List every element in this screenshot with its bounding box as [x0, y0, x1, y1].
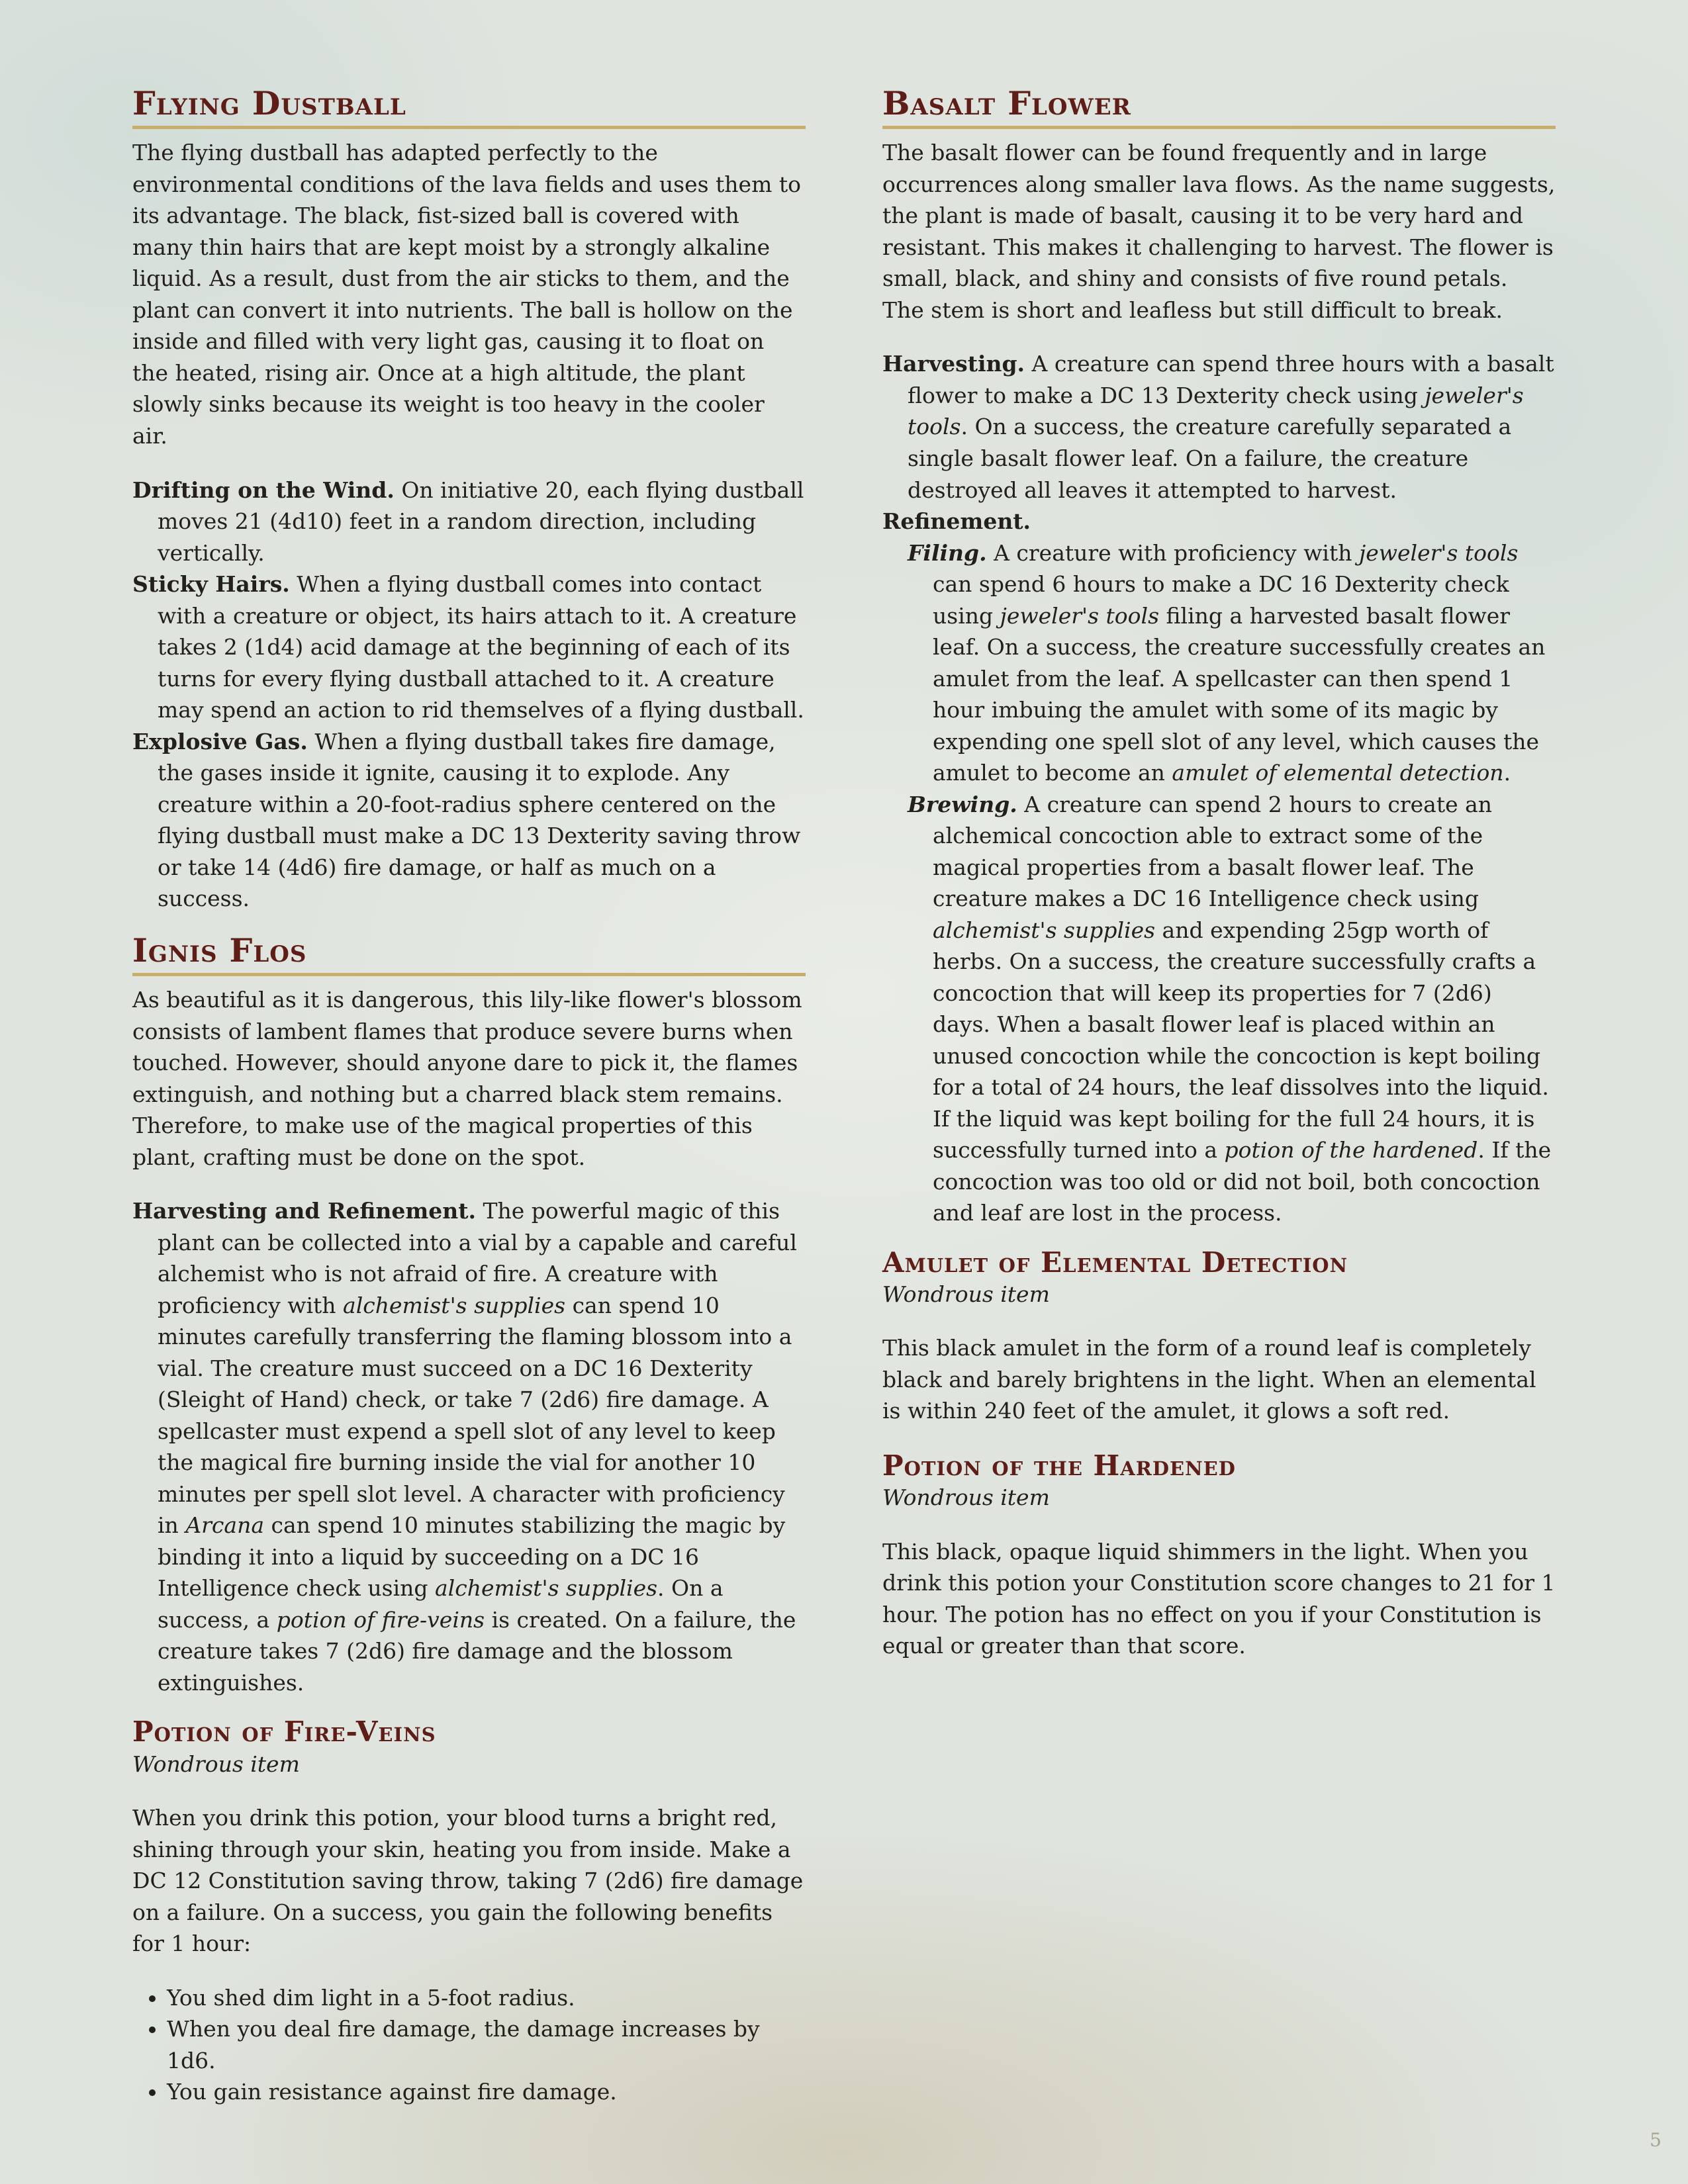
- text-run: . On a success, the creature carefully separated a single basalt flower leaf. On a failure, the creature destroyed all leaves it attempted to harvest.: [908, 414, 1512, 503]
- italic-run: alchemist's supplies: [343, 1292, 566, 1318]
- ignis-harvesting: [132, 1195, 806, 1698]
- text-run: is created. On a failure, the creature takes 7 (2d6) fire damage and the blossom extinguishes.: [158, 1606, 796, 1696]
- section-ignis-flos: [132, 932, 806, 1699]
- basalt-flower-intro: The basalt flower can be found frequently and in large occurrences along smaller lava flows. As the name suggests, the plant is made of basalt, causing it to be very hard and resistant. This makes it challenging to harvest. The flower is small, black, and shiny and consists of five round petals. The stem is short and leafless but still difficult to break.: [882, 140, 1556, 323]
- list-item: • You gain resistance against fire damage.: [167, 2076, 806, 2108]
- potion-fire-veins-text: When you drink this potion, your blood turns a bright red, shining through your skin, heating you from inside. Make a DC 12 Constitution saving throw, taking 7 (2d6) fire damage on a failure. On a success, you gain the following benefits for 1 hour:: [132, 1804, 804, 1957]
- benefit-list: [132, 1982, 806, 2108]
- trait-sticky-hairs: [132, 569, 806, 726]
- italic-run: amulet of elemental detection: [1172, 760, 1504, 786]
- heading-ignis-flos: Ignis Flos: [132, 932, 806, 976]
- heading-basalt-flower: Basalt Flower: [882, 85, 1556, 129]
- potion-hardened-text: This black, opaque liquid shimmers in the light. When you drink this potion your Constitution score changes to 21 for 1 hour. The potion has no effect on you if your Constitution is equal or greater than that score.: [882, 1538, 1556, 1659]
- basalt-brewing: [882, 789, 1556, 1229]
- trait-drifting: [132, 475, 806, 569]
- text-run: . If the concoction was too old or did not boil, both concoction and leaf are lost in the process.: [933, 1137, 1552, 1226]
- text-run: A creature can spend three hours with a basalt flower to make a DC 13 Dexterity check using: [908, 351, 1554, 408]
- heading-flying-dustball: Flying Dustball: [132, 85, 806, 129]
- brewing-label: Brewing.: [908, 791, 1017, 817]
- heading-amulet: Amulet of Elemental Detection: [882, 1246, 1348, 1279]
- italic-run: alchemist's supplies: [933, 917, 1156, 943]
- section-potion-fire-veins: [132, 1715, 806, 2107]
- italic-run: jeweler's tools: [1000, 602, 1160, 629]
- text-run: can spend 6 hours to make a DC 16 Dexterity check using: [933, 571, 1509, 629]
- list-item: • You shed dim light in a 5-foot radius.: [167, 1982, 806, 2014]
- flying-dustball-intro: The flying dustball has adapted perfectly to the environmental conditions of the lava fields and uses them to its advantage. The black, fist-sized ball is covered with many thin hairs that are kept moist by a strongly alkaline liquid. As a result, dust from the air sticks to them, and the plant can convert it into nutrients. The ball is hollow on the inside and filled with very light gas, causing it to float on the heated, rising air. Once at a high altitude, the plant slowly sinks because its weight is too heavy in the cooler air.: [132, 140, 801, 449]
- italic-run: potion of the hardened: [1224, 1137, 1478, 1163]
- italic-run: potion of fire-veins: [276, 1606, 485, 1633]
- trait-explosive-gas: [132, 726, 806, 915]
- page-number: 5: [1650, 2129, 1662, 2151]
- trait-label: Explosive Gas.: [132, 728, 308, 754]
- trait-label: Drifting on the Wind.: [132, 477, 395, 503]
- trait-text: On initiative 20, each flying dustball moves 21 (4d10) feet in a random direction, including vertically.: [158, 477, 804, 566]
- italic-run: alchemist's supplies: [435, 1575, 658, 1602]
- text-run: A creature with proficiency with: [986, 539, 1359, 566]
- amulet-subtitle: Wondrous item: [882, 1281, 1050, 1308]
- text-run: . On a success, a: [158, 1575, 724, 1633]
- left-column: [132, 85, 806, 2125]
- text-run: can spend 10 minutes carefully transferring the flaming blossom into a vial. The creature must succeed on a DC 16 Dexterity (Sleight of Hand) check, or take 7 (2d6) fire damage. A spellcaster must expend a spell slot of any level to keep the magical fire burning inside the vial for another 10 minutes per spell slot level. A character with proficiency in: [158, 1292, 792, 1539]
- section-amulet: [882, 1246, 1556, 1427]
- text-run: and expending 25gp worth of herbs. On a success, the creature successfully crafts a concoction that will keep its properties for 7 (2d6) days. When a basalt flower leaf is placed within an unused concoction while the concoction is kept boiling for a total of 24 hours, the leaf dissolves into the liquid. If the liquid was kept boiling for the full 24 hours, it is successfully turned into a: [933, 917, 1549, 1163]
- basalt-filing: [882, 537, 1556, 789]
- trait-text: When a flying dustball comes into contact with a creature or object, its hairs attach to it. A creature takes 2 (1d4) acid damage at the beginning of each of its turns for every flying dustball attached to it. A creature may spend an action to rid themselves of a flying dustball.: [158, 571, 804, 723]
- harvest-label: Harvesting.: [882, 351, 1025, 377]
- section-flying-dustball: [132, 85, 806, 915]
- amulet-text: This black amulet in the form of a round leaf is completely black and barely brightens in the light. When an elemental is within 240 feet of the amulet, it glows a soft red.: [882, 1335, 1536, 1424]
- ignis-flos-intro: As beautiful as it is dangerous, this lily-like flower's blossom consists of lambent flames that produce severe burns when touched. However, should anyone dare to pick it, the flames extinguish, and nothing but a charred black stem remains. Therefore, to make use of the magical properties of this plant, crafting must be done on the spot.: [132, 987, 802, 1170]
- basalt-harvesting: [882, 348, 1556, 506]
- text-run: The powerful magic of this plant can be collected into a vial by a capable and careful alchemist who is not afraid of fire. A creature with proficiency with: [158, 1198, 797, 1318]
- trait-text: When a flying dustball takes fire damage, the gases inside it ignite, causing it to explode. Any creature within a 20-foot-radius sphere centered on the flying dustball must make a DC 13 Dexterity saving throw or take 14 (4d6) fire damage, or half as much on a success.: [158, 728, 801, 912]
- filing-label: Filing.: [908, 539, 987, 566]
- list-item: • When you deal fire damage, the damage increases by 1d6.: [167, 2013, 806, 2076]
- right-column: [882, 85, 1556, 1684]
- italic-run: jeweler's tools: [908, 382, 1524, 440]
- potion-hardened-subtitle: Wondrous item: [882, 1484, 1050, 1511]
- trait-label: Sticky Hairs.: [132, 571, 290, 598]
- heading-potion-fire-veins: Potion of Fire-Veins: [132, 1715, 436, 1749]
- refinement-label: Refinement.: [882, 508, 1031, 535]
- section-potion-hardened: [882, 1449, 1556, 1662]
- text-run: filing a harvested basalt flower leaf. On a success, the creature successfully creates an amulet from the leaf. A spellcaster can then spend 1 hour imbuing the amulet with some of its magic by expending one spell slot of any level, which causes the amulet to become an: [933, 602, 1546, 786]
- text-run: can spend 10 minutes stabilizing the magic by binding it into a liquid by succeeding on a DC 16 Intelligence check using: [158, 1512, 786, 1602]
- text-run: .: [1503, 760, 1511, 786]
- italic-run: jeweler's tools: [1359, 539, 1519, 566]
- text-run: A creature can spend 2 hours to create an alchemical concoction able to extract some of the magical properties from a basalt flower leaf. The creature makes a DC 16 Intelligence check using: [933, 791, 1493, 912]
- harvest-label: Harvesting and Refinement.: [132, 1198, 477, 1224]
- heading-potion-hardened: Potion of the Hardened: [882, 1449, 1236, 1482]
- italic-run: Arcana: [185, 1512, 265, 1539]
- potion-fire-veins-subtitle: Wondrous item: [132, 1751, 300, 1777]
- section-basalt-flower: [882, 85, 1556, 1229]
